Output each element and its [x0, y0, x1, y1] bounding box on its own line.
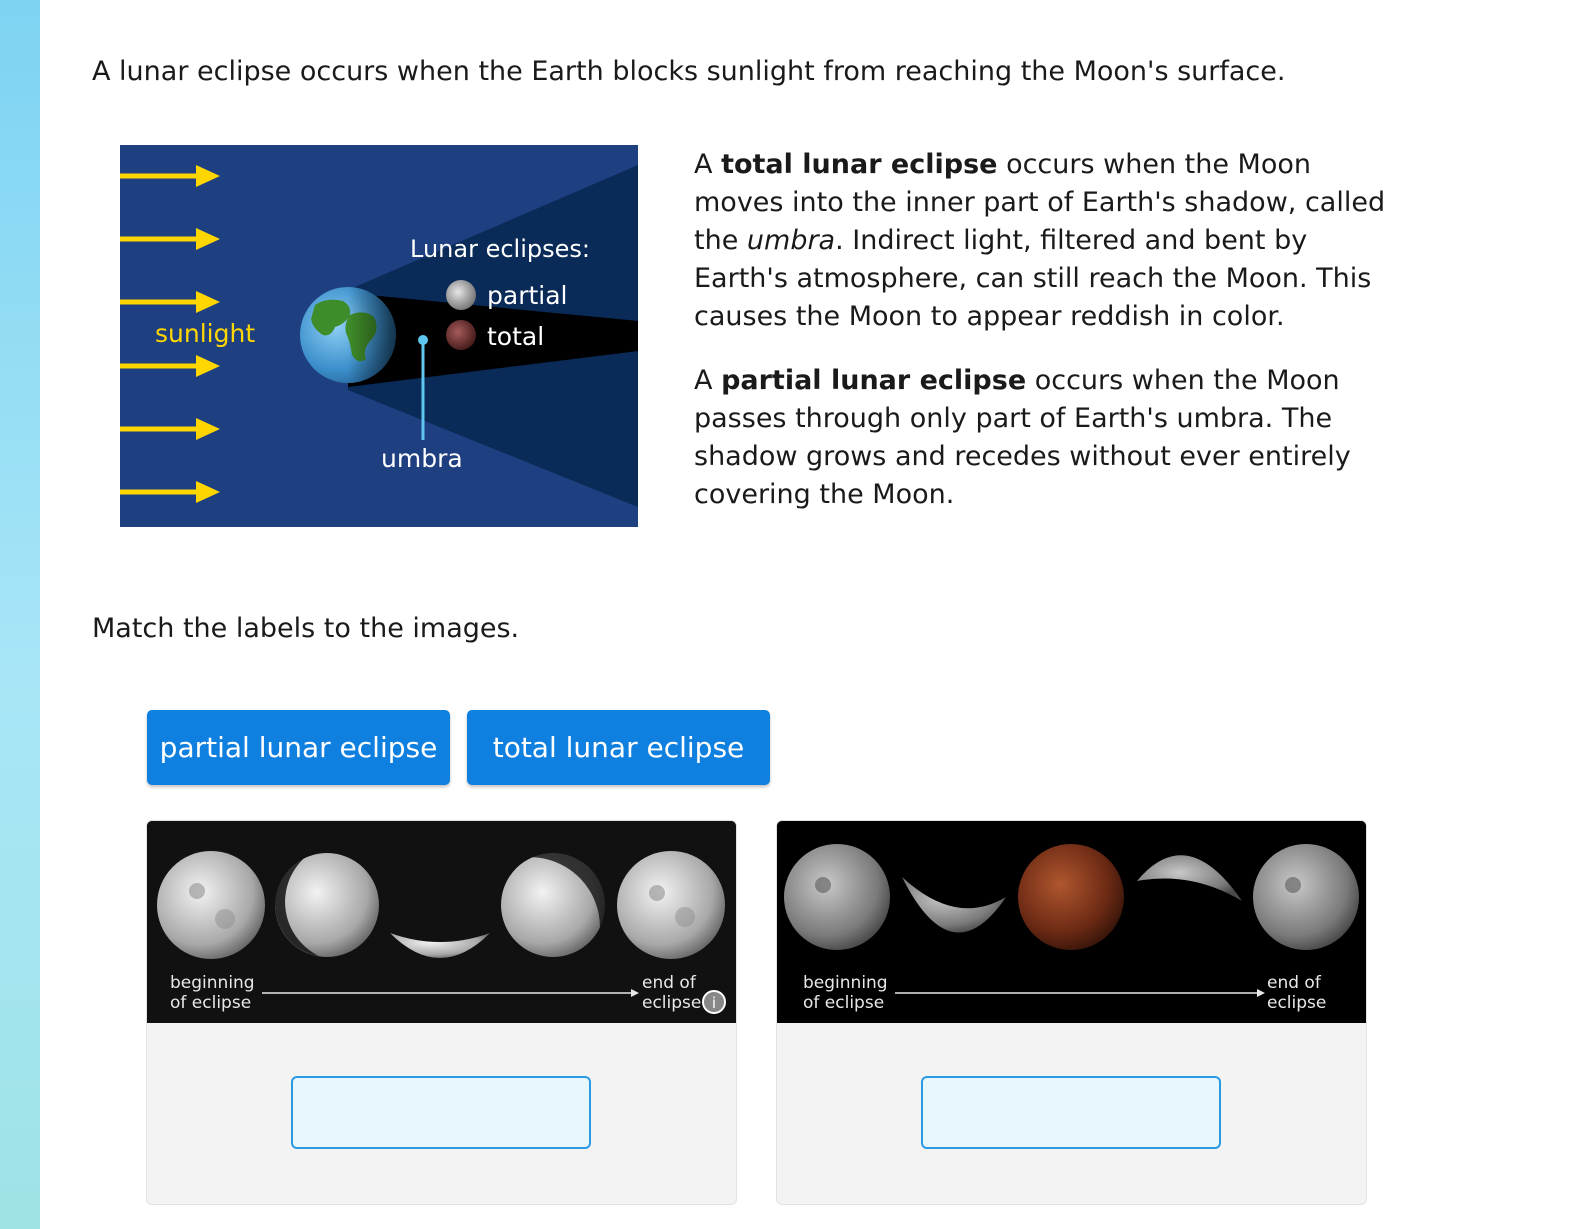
instruction-text: Match the labels to the images. — [92, 613, 520, 644]
info-icon[interactable] — [703, 991, 725, 1013]
moon-phase-icon — [275, 853, 379, 957]
partial-moon-icon — [446, 280, 476, 310]
umbra-label: umbra — [381, 444, 463, 473]
total-moon-icon — [446, 320, 476, 350]
begin-label: beginning — [803, 973, 888, 993]
explanation — [694, 146, 1394, 514]
eclipse-diagram — [120, 145, 638, 527]
begin-label: of eclipse — [803, 993, 885, 1013]
intro-text: A lunar eclipse occurs when the Earth blocks sunlight from reaching the Moon's surface. — [92, 56, 1286, 87]
svg-text:i: i — [711, 994, 717, 1012]
moon-phase-icon — [1018, 844, 1124, 950]
moon-phase-icon — [157, 851, 265, 959]
image-card-partial-sequence — [146, 820, 737, 1205]
drop-target-2[interactable] — [921, 1076, 1221, 1149]
end-label: end of — [642, 973, 696, 993]
earth-icon — [300, 287, 396, 383]
image-card-total-sequence — [776, 820, 1367, 1205]
term-total-lunar-eclipse: total lunar eclipse — [721, 149, 998, 180]
term-partial-lunar-eclipse: partial lunar eclipse — [721, 365, 1027, 396]
end-label: end of — [1267, 973, 1321, 993]
legend-title: Lunar eclipses: — [410, 235, 590, 263]
sunlight-label: sunlight — [155, 319, 256, 348]
moon-phase-icon — [784, 844, 890, 950]
legend-partial: partial — [487, 281, 568, 310]
moon-phase-icon — [1253, 844, 1359, 950]
total-eclipse-paragraph: A total lunar eclipse occurs when the Moon moves into the inner part of Earth's shadow, called the umbra. Indirect light, filtered and bent by Earth's atmosphere, can still reach the Moon. This causes the Moon to appear reddish in color. — [694, 149, 1386, 332]
tile-total-lunar-eclipse[interactable]: total lunar eclipse — [467, 710, 770, 785]
moon-phase-icon — [617, 851, 725, 959]
legend-total: total — [487, 322, 545, 351]
begin-label: of eclipse — [170, 993, 252, 1013]
term-umbra: umbra — [746, 225, 836, 256]
end-label: eclipse — [1267, 993, 1327, 1013]
begin-label: beginning — [170, 973, 255, 993]
eclipse-photo — [147, 821, 736, 1023]
end-label: eclipse — [642, 993, 702, 1013]
partial-eclipse-paragraph: A partial lunar eclipse occurs when the Moon passes through only part of Earth's umbra. The shadow grows and recedes without ever entirely covering the Moon. — [694, 365, 1351, 510]
drop-target-1[interactable] — [291, 1076, 591, 1149]
eclipse-photo — [777, 821, 1366, 1023]
tile-partial-lunar-eclipse[interactable]: partial lunar eclipse — [147, 710, 450, 785]
side-strip — [0, 0, 40, 1229]
